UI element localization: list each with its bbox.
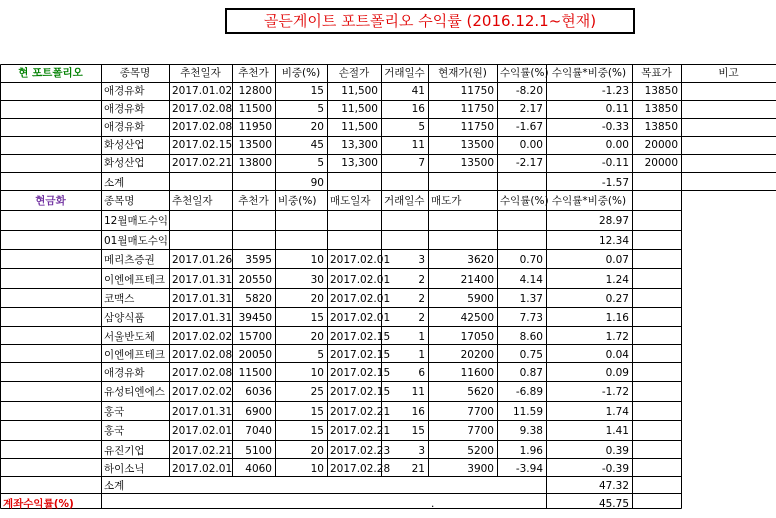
column-header: 손절가 <box>338 67 370 79</box>
table-cell: 11,500 <box>341 103 378 115</box>
subtotal-label: 소계 <box>104 480 125 492</box>
table-cell: 0.39 <box>605 445 629 457</box>
table-cell: 13,300 <box>341 139 378 151</box>
section-label-cash: 현금화 <box>35 195 66 207</box>
table-cell: 0.11 <box>605 103 629 115</box>
table-cell: 0.09 <box>605 367 629 379</box>
table-cell: 이엔에프테크 <box>104 349 165 361</box>
table-cell: 11,500 <box>341 85 378 97</box>
column-header: 수익률(%) <box>500 195 549 207</box>
column-header: 목표가 <box>641 67 672 79</box>
table-cell: 2017.02.08 <box>172 103 233 115</box>
table-cell: 0.00 <box>519 139 543 151</box>
table-cell: 삼양식품 <box>104 312 145 324</box>
table-cell: 1.37 <box>519 293 543 305</box>
table-cell: 코맥스 <box>104 293 135 305</box>
table-cell: 10 <box>310 367 324 379</box>
table-cell: 1.74 <box>605 406 629 418</box>
table-cell: 2017.02.08 <box>172 367 233 379</box>
table-cell: 2017.01.31 <box>172 406 233 418</box>
table-cell: 42500 <box>460 312 494 324</box>
column-header: 추천일자 <box>172 195 213 207</box>
table-cell: 2017.02.28 <box>330 463 391 475</box>
table-cell: 2017.02.01 <box>330 254 391 266</box>
table-cell: 1 <box>418 331 425 343</box>
table-cell: 유진기업 <box>104 445 145 457</box>
table-cell: 5900 <box>467 293 494 305</box>
table-cell: 11,500 <box>341 121 378 133</box>
table-cell: 1.96 <box>519 445 543 457</box>
table-cell: 21 <box>411 463 425 475</box>
table-cell: 2017.01.31 <box>172 293 233 305</box>
column-header: 거래일수 <box>384 67 425 79</box>
table-cell: 20000 <box>644 157 678 169</box>
table-cell: 애경유화 <box>104 121 145 133</box>
table-cell: 9.38 <box>519 425 543 437</box>
table-cell: 11500 <box>238 103 272 115</box>
column-header: 현재가(원) <box>438 67 487 79</box>
table-cell: 2017.02.21 <box>172 157 233 169</box>
table-cell: 2017.01.02 <box>172 85 233 97</box>
column-header: 종목명 <box>119 67 151 79</box>
table-cell: 41 <box>411 85 425 97</box>
table-cell: 16 <box>411 406 425 418</box>
table-cell: 5100 <box>245 445 272 457</box>
table-cell: 2017.01.26 <box>172 254 233 266</box>
table-cell: 유성티엔에스 <box>104 386 165 398</box>
column-header: 종목명 <box>104 195 135 207</box>
table-cell: -0.39 <box>601 463 629 475</box>
monthly-value: 28.97 <box>598 215 629 227</box>
table-cell: 13800 <box>238 157 272 169</box>
table-cell: 0.04 <box>605 349 629 361</box>
table-cell: 5820 <box>245 293 272 305</box>
table-cell: 홍국 <box>104 425 125 437</box>
table-cell: 15700 <box>238 331 272 343</box>
table-cell: 7 <box>418 157 425 169</box>
table-cell: 5620 <box>467 386 494 398</box>
table-cell: -2.17 <box>515 157 543 169</box>
table-cell: -1.67 <box>515 121 543 133</box>
table-cell: 3900 <box>467 463 494 475</box>
table-cell: 13500 <box>460 157 494 169</box>
subtotal-weight: 90 <box>310 177 324 189</box>
table-cell: 2017.02.02 <box>172 386 233 398</box>
table-cell: 5200 <box>467 445 494 457</box>
table-cell: 0.75 <box>519 349 543 361</box>
table-cell: 15 <box>310 312 324 324</box>
table-cell: 3620 <box>467 254 494 266</box>
table-cell: 0.70 <box>519 254 543 266</box>
table-cell: 13850 <box>644 85 678 97</box>
table-cell: 2017.01.31 <box>172 312 233 324</box>
monthly-label: 12월매도수익 <box>104 215 169 227</box>
table-cell: 0.87 <box>519 367 543 379</box>
monthly-value: 12.34 <box>598 235 629 247</box>
table-cell: 0.07 <box>605 254 629 266</box>
table-cell: 25 <box>310 386 324 398</box>
table-cell: 12800 <box>238 85 272 97</box>
table-cell: 6 <box>418 367 425 379</box>
table-cell: 10 <box>310 254 324 266</box>
table-cell: 5 <box>317 103 324 115</box>
table-cell: 2017.02.15 <box>330 386 391 398</box>
column-header: 비중(%) <box>278 195 317 207</box>
account-return-value: 45.75 <box>598 498 629 510</box>
table-cell: 3 <box>418 445 425 457</box>
table-cell: -6.89 <box>515 386 543 398</box>
column-header: 수익률*비중(%) <box>551 67 627 79</box>
table-cell: 11950 <box>238 121 272 133</box>
table-cell: 15 <box>310 85 324 97</box>
table-cell: 2017.02.21 <box>330 406 391 418</box>
table-cell: 45 <box>310 139 324 151</box>
table-cell: 13,300 <box>341 157 378 169</box>
sheet-title: 골든게이트 포트폴리오 수익률 (2016.12.1~현재) <box>225 8 635 34</box>
table-cell: 15 <box>411 425 425 437</box>
table-cell: 16 <box>411 103 425 115</box>
table-cell: 15 <box>310 406 324 418</box>
table-cell: 0.00 <box>605 139 629 151</box>
table-cell: 2017.02.23 <box>330 445 391 457</box>
table-cell: 2017.02.01 <box>330 274 391 286</box>
column-header: 추천가 <box>238 67 269 79</box>
table-cell: 2 <box>418 274 425 286</box>
table-cell: 1.24 <box>605 274 629 286</box>
table-cell: 13500 <box>238 139 272 151</box>
table-cell: 2017.02.01 <box>172 463 233 475</box>
table-cell: 7700 <box>467 425 494 437</box>
table-cell: 2017.02.15 <box>330 349 391 361</box>
table-cell: -0.33 <box>601 121 629 133</box>
table-cell: 20200 <box>460 349 494 361</box>
table-cell: 17050 <box>460 331 494 343</box>
subtotal-value: 47.32 <box>598 480 629 492</box>
column-header: 거래일수 <box>384 195 425 207</box>
table-cell: 4060 <box>245 463 272 475</box>
table-cell: 30 <box>310 274 324 286</box>
table-cell: 20 <box>310 293 324 305</box>
column-header: 매도일자 <box>330 195 371 207</box>
column-header: 추천가 <box>238 195 269 207</box>
table-cell: 20 <box>310 445 324 457</box>
table-cell: 5 <box>317 349 324 361</box>
table-cell: 11750 <box>460 121 494 133</box>
table-cell: 2017.02.21 <box>330 425 391 437</box>
table-cell: 홍국 <box>104 406 125 418</box>
table-cell: 서울반도체 <box>104 331 155 343</box>
table-cell: 하이소닉 <box>104 463 145 475</box>
table-cell: 7700 <box>467 406 494 418</box>
table-cell: 11.59 <box>512 406 543 418</box>
table-cell: 이엔에프테크 <box>104 274 165 286</box>
subtotal-value: -1.57 <box>601 177 629 189</box>
table-cell: 10 <box>310 463 324 475</box>
table-cell: 11 <box>411 139 425 151</box>
table-cell: 3 <box>418 254 425 266</box>
table-cell: 2017.02.08 <box>172 121 233 133</box>
table-cell: 5 <box>418 121 425 133</box>
column-header: 비고 <box>718 67 739 79</box>
column-header: 매도가 <box>431 195 462 207</box>
table-cell: 11750 <box>460 103 494 115</box>
table-cell: 1.41 <box>605 425 629 437</box>
table-cell: 4.14 <box>519 274 543 286</box>
table-cell: 2017.02.15 <box>172 139 233 151</box>
table-cell: -3.94 <box>515 463 543 475</box>
table-cell: 20000 <box>644 139 678 151</box>
column-header: 수익률*비중(%) <box>551 195 627 207</box>
table-cell: -1.72 <box>601 386 629 398</box>
table-cell: 20 <box>310 121 324 133</box>
table-cell: 7040 <box>245 425 272 437</box>
table-cell: 2017.02.01 <box>330 293 391 305</box>
table-cell: 11500 <box>238 367 272 379</box>
column-header: 추천일자 <box>180 67 221 79</box>
table-cell: 애경유화 <box>104 85 145 97</box>
subtotal-label: 소계 <box>104 177 125 189</box>
table-cell: 7.73 <box>519 312 543 324</box>
table-cell: 애경유화 <box>104 367 145 379</box>
table-cell: 2 <box>418 293 425 305</box>
column-header: 수익률(%) <box>500 67 549 79</box>
table-cell: 5 <box>317 157 324 169</box>
table-cell: -0.11 <box>601 157 629 169</box>
table-cell: 화성산업 <box>104 157 145 169</box>
table-cell: 2 <box>418 312 425 324</box>
table-cell: 6900 <box>245 406 272 418</box>
table-cell: 11600 <box>460 367 494 379</box>
section-label-portfolio: 현 포트폴리오 <box>18 67 83 79</box>
table-cell: 2017.02.01 <box>330 312 391 324</box>
table-cell: 2017.01.31 <box>172 274 233 286</box>
table-cell: 39450 <box>238 312 272 324</box>
table-cell: 1.72 <box>605 331 629 343</box>
table-cell: 15 <box>310 425 324 437</box>
column-header: 비중(%) <box>281 67 321 79</box>
table-cell: 13500 <box>460 139 494 151</box>
table-cell: 2017.02.08 <box>172 349 233 361</box>
table-cell: 6036 <box>245 386 272 398</box>
table-cell: 3595 <box>245 254 272 266</box>
table-cell: -8.20 <box>515 85 543 97</box>
table-cell: 11750 <box>460 85 494 97</box>
table-cell: 2017.02.15 <box>330 367 391 379</box>
table-cell: 13850 <box>644 103 678 115</box>
table-cell: 20 <box>310 331 324 343</box>
table-cell: 화성산업 <box>104 139 145 151</box>
table-cell: 2017.02.02 <box>172 331 233 343</box>
table-cell: 11 <box>411 386 425 398</box>
monthly-label: 01월매도수익 <box>104 235 169 247</box>
table-cell: 애경유화 <box>104 103 145 115</box>
account-return-label: 계좌수익률(%) <box>3 498 74 510</box>
table-cell: -1.23 <box>601 85 629 97</box>
table-cell: 1.16 <box>605 312 629 324</box>
table-cell: 13850 <box>644 121 678 133</box>
table-cell: 20050 <box>238 349 272 361</box>
table-cell: 0.27 <box>605 293 629 305</box>
table-cell: 2017.02.15 <box>330 331 391 343</box>
table-cell: 2017.02.21 <box>172 445 233 457</box>
table-cell: 2017.02.01 <box>172 425 233 437</box>
table-cell: 21400 <box>460 274 494 286</box>
table-cell: 20550 <box>238 274 272 286</box>
table-cell: 8.60 <box>519 331 543 343</box>
account-dot: . <box>431 498 435 510</box>
table-cell: 1 <box>418 349 425 361</box>
table-cell: 메리츠증권 <box>104 254 155 266</box>
table-cell: 2.17 <box>519 103 543 115</box>
